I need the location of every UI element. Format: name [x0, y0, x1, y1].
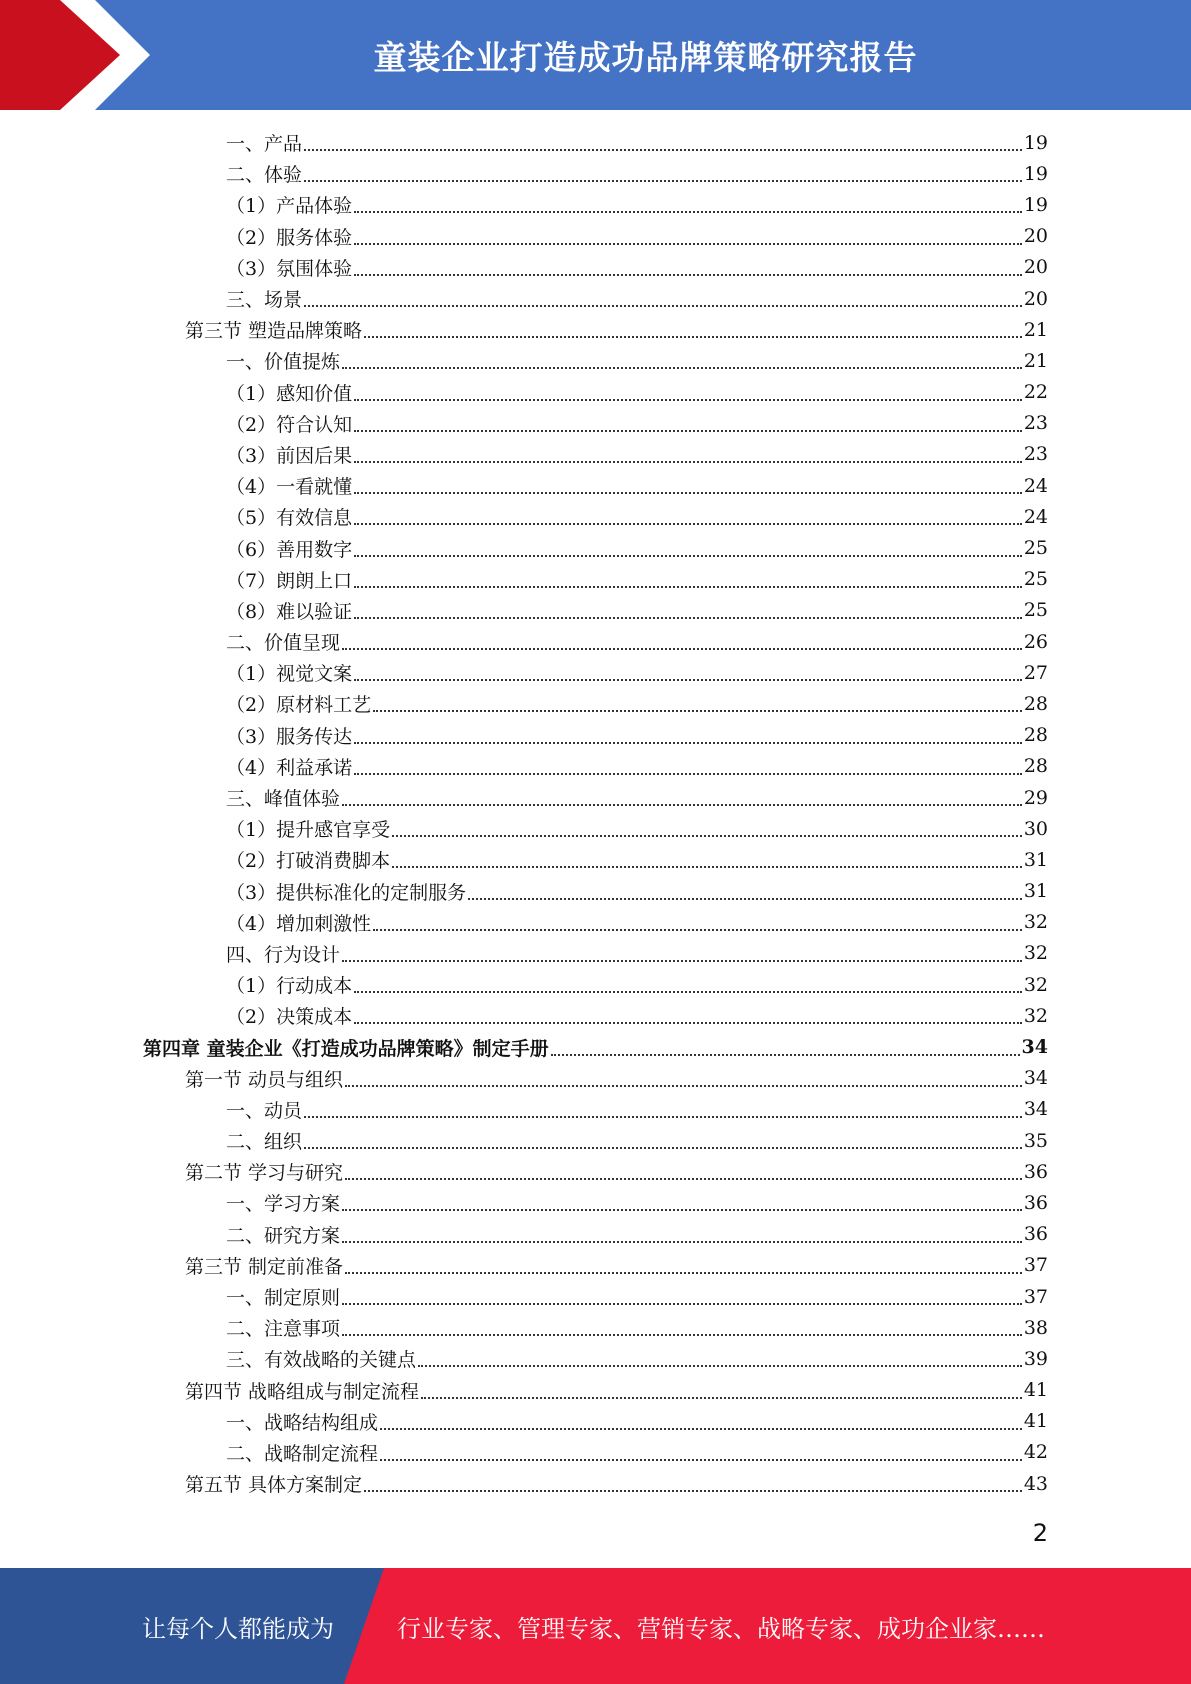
toc-entry-page: 37 — [1023, 1254, 1048, 1277]
toc-entry-page: 23 — [1023, 412, 1048, 435]
toc-entry-page: 26 — [1023, 630, 1048, 653]
toc-entry[interactable] — [0, 1468, 1191, 1499]
toc-entry[interactable] — [0, 1375, 1191, 1406]
toc-entry-title: （3）前因后果 — [226, 444, 353, 467]
toc-entry-page: 32 — [1023, 942, 1048, 965]
toc-entry[interactable] — [0, 1219, 1191, 1250]
toc-dot-leader — [354, 741, 1022, 744]
toc-entry-page: 21 — [1023, 349, 1048, 372]
toc-entry[interactable] — [0, 938, 1191, 969]
toc-entry-title: 第三节 塑造品牌策略 — [185, 320, 363, 343]
toc-entry[interactable] — [0, 1187, 1191, 1218]
toc-entry-title: 一、战略结构组成 — [226, 1411, 379, 1434]
toc-entry[interactable] — [0, 595, 1191, 626]
toc-entry-page: 20 — [1023, 256, 1048, 279]
toc-dot-leader — [354, 522, 1022, 525]
page-footer — [0, 1568, 1191, 1684]
toc-dot-leader — [354, 772, 1022, 775]
toc-dot-leader — [342, 1240, 1022, 1243]
toc-dot-leader — [354, 554, 1022, 557]
toc-entry[interactable] — [0, 345, 1191, 376]
toc-entry[interactable] — [0, 1000, 1191, 1031]
toc-entry-title: （2）打破消费脚本 — [226, 850, 391, 873]
toc-dot-leader — [342, 366, 1022, 369]
toc-entry-page: 20 — [1023, 225, 1048, 248]
toc-entry-title: （1）提升感官享受 — [226, 819, 391, 842]
toc-entry-title: 第一节 动员与组织 — [185, 1068, 344, 1091]
table-of-contents — [0, 127, 1191, 1499]
toc-entry-page: 28 — [1023, 724, 1048, 747]
toc-entry-page: 21 — [1023, 318, 1048, 341]
toc-entry-page: 29 — [1023, 786, 1048, 809]
toc-entry-title: （5）有效信息 — [226, 507, 353, 530]
toc-entry-title: 一、动员 — [226, 1099, 303, 1122]
toc-entry-title: （3）服务传达 — [226, 725, 353, 748]
toc-entry[interactable] — [0, 127, 1191, 158]
toc-entry-page: 31 — [1023, 880, 1048, 903]
toc-dot-leader — [354, 429, 1022, 432]
toc-entry[interactable] — [0, 532, 1191, 563]
toc-dot-leader — [364, 335, 1022, 338]
toc-entry-page: 28 — [1023, 755, 1048, 778]
toc-entry-title: （4）利益承诺 — [226, 756, 353, 779]
toc-dot-leader — [304, 148, 1022, 151]
toc-entry[interactable] — [0, 501, 1191, 532]
toc-entry-page: 24 — [1023, 505, 1048, 528]
toc-entry[interactable] — [0, 564, 1191, 595]
toc-entry[interactable] — [0, 189, 1191, 220]
toc-entry-title: 一、价值提炼 — [226, 351, 341, 374]
toc-dot-leader — [354, 491, 1022, 494]
toc-dot-leader — [380, 1458, 1022, 1461]
toc-entry-title: 一、学习方案 — [226, 1193, 341, 1216]
toc-entry-title: 一、制定原则 — [226, 1287, 341, 1310]
toc-entry[interactable] — [0, 1281, 1191, 1312]
toc-entry-title: 三、场景 — [226, 289, 303, 312]
toc-entry[interactable] — [0, 1312, 1191, 1343]
toc-dot-leader — [342, 647, 1022, 650]
toc-entry-title: 第四节 战略组成与制定流程 — [185, 1380, 420, 1403]
toc-entry-page: 41 — [1023, 1379, 1048, 1402]
toc-entry-page: 34 — [1023, 1098, 1048, 1121]
page-number: 2 — [1032, 1519, 1048, 1547]
toc-dot-leader — [342, 803, 1022, 806]
toc-entry-title: （6）善用数字 — [226, 538, 353, 561]
toc-dot-leader — [354, 273, 1022, 276]
toc-entry-page: 36 — [1023, 1223, 1048, 1246]
toc-entry[interactable] — [0, 283, 1191, 314]
toc-entry-page: 27 — [1023, 661, 1048, 684]
toc-dot-leader — [354, 398, 1022, 401]
toc-dot-leader — [421, 1396, 1022, 1399]
toc-entry-page: 32 — [1023, 1004, 1048, 1027]
toc-entry-page: 19 — [1023, 162, 1048, 185]
toc-entry-page: 30 — [1023, 817, 1048, 840]
toc-entry-title: （1）产品体验 — [226, 195, 353, 218]
toc-entry-title: （2）服务体验 — [226, 226, 353, 249]
toc-entry[interactable] — [0, 876, 1191, 907]
header-arrow-decoration — [0, 0, 150, 110]
toc-dot-leader — [304, 1146, 1022, 1149]
toc-entry[interactable] — [0, 408, 1191, 439]
toc-dot-leader — [354, 616, 1022, 619]
toc-entry[interactable] — [0, 688, 1191, 719]
toc-dot-leader — [304, 1115, 1022, 1118]
toc-entry-page: 24 — [1023, 474, 1048, 497]
toc-entry-page: 36 — [1023, 1191, 1048, 1214]
toc-entry-page: 38 — [1023, 1316, 1048, 1339]
toc-entry-title: 二、注意事项 — [226, 1318, 341, 1341]
toc-entry-title: 三、峰值体验 — [226, 788, 341, 811]
toc-entry[interactable] — [0, 1437, 1191, 1468]
toc-entry[interactable] — [0, 907, 1191, 938]
toc-entry-page: 28 — [1023, 692, 1048, 715]
toc-entry-page: 32 — [1023, 911, 1048, 934]
toc-entry-page: 39 — [1023, 1347, 1048, 1370]
toc-entry-page: 31 — [1023, 848, 1048, 871]
toc-dot-leader — [354, 678, 1022, 681]
toc-dot-leader — [354, 460, 1022, 463]
toc-dot-leader — [354, 1021, 1022, 1024]
toc-dot-leader — [342, 1333, 1022, 1336]
toc-dot-leader — [304, 179, 1022, 182]
toc-entry[interactable] — [0, 751, 1191, 782]
page-header — [0, 0, 1191, 110]
toc-entry[interactable] — [0, 969, 1191, 1000]
toc-entry-title: （7）朗朗上口 — [226, 569, 353, 592]
toc-entry[interactable] — [0, 1125, 1191, 1156]
toc-entry-title: （2）决策成本 — [226, 1006, 353, 1029]
toc-entry-page: 41 — [1023, 1410, 1048, 1433]
toc-entry-page: 43 — [1023, 1472, 1048, 1495]
toc-entry-title: （1）感知价值 — [226, 382, 353, 405]
toc-entry-page: 32 — [1023, 973, 1048, 996]
toc-dot-leader — [345, 1177, 1022, 1180]
toc-entry-title: 二、体验 — [226, 164, 303, 187]
toc-entry-page: 37 — [1023, 1285, 1048, 1308]
toc-entry-page: 25 — [1023, 537, 1048, 560]
toc-entry[interactable] — [0, 1156, 1191, 1187]
toc-entry-page: 25 — [1023, 568, 1048, 591]
toc-entry-page: 34 — [1023, 1067, 1048, 1090]
toc-entry[interactable] — [0, 1094, 1191, 1125]
toc-entry-page: 34 — [1021, 1036, 1048, 1059]
toc-dot-leader — [342, 959, 1022, 962]
document-title: 童装企业打造成功品牌策略研究报告 — [373, 37, 918, 77]
toc-dot-leader — [392, 834, 1022, 837]
toc-entry-title: 第四章 童装企业《打造成功品牌策略》制定手册 — [143, 1037, 549, 1060]
toc-entry[interactable] — [0, 252, 1191, 283]
toc-entry-title: 第二节 学习与研究 — [185, 1162, 344, 1185]
toc-dot-leader — [304, 304, 1022, 307]
toc-dot-leader — [342, 1302, 1022, 1305]
toc-dot-leader — [342, 1208, 1022, 1211]
toc-dot-leader — [373, 709, 1022, 712]
toc-entry[interactable] — [0, 470, 1191, 501]
toc-entry-page: 19 — [1023, 131, 1048, 154]
toc-entry-title: 二、研究方案 — [226, 1224, 341, 1247]
toc-dot-leader — [345, 1084, 1022, 1087]
toc-dot-leader — [354, 210, 1022, 213]
footer-slogan-left: 让每个人都能成为 — [142, 1614, 334, 1643]
toc-entry[interactable] — [0, 844, 1191, 875]
toc-entry-page: 20 — [1023, 287, 1048, 310]
toc-dot-leader — [364, 1489, 1022, 1492]
toc-entry[interactable] — [0, 158, 1191, 189]
toc-entry[interactable] — [0, 1406, 1191, 1437]
toc-entry-page: 25 — [1023, 599, 1048, 622]
toc-entry-page: 19 — [1023, 193, 1048, 216]
toc-entry-page: 35 — [1023, 1129, 1048, 1152]
toc-entry-title: 二、价值呈现 — [226, 632, 341, 655]
toc-entry[interactable] — [0, 782, 1191, 813]
toc-entry[interactable] — [0, 657, 1191, 688]
toc-entry-title: （4）一看就懂 — [226, 476, 353, 499]
toc-dot-leader — [468, 897, 1022, 900]
toc-entry-page: 36 — [1023, 1160, 1048, 1183]
toc-entry-title: 一、产品 — [226, 133, 303, 156]
toc-entry-title: 三、有效战略的关键点 — [226, 1349, 417, 1372]
toc-entry[interactable] — [0, 720, 1191, 751]
toc-entry-title: 二、战略制定流程 — [226, 1442, 379, 1465]
toc-dot-leader — [345, 1271, 1022, 1274]
toc-entry-title: （8）难以验证 — [226, 600, 353, 623]
toc-dot-leader — [373, 928, 1022, 931]
toc-entry[interactable] — [0, 1031, 1191, 1062]
toc-entry-title: 第三节 制定前准备 — [185, 1255, 344, 1278]
toc-entry-page: 42 — [1023, 1441, 1048, 1464]
toc-entry-title: （4）增加刺激性 — [226, 912, 372, 935]
toc-entry-title: （3）氛围体验 — [226, 257, 353, 280]
toc-entry-page: 23 — [1023, 443, 1048, 466]
toc-entry-title: （3）提供标准化的定制服务 — [226, 881, 467, 904]
toc-entry-title: 第五节 具体方案制定 — [185, 1474, 363, 1497]
toc-dot-leader — [354, 585, 1022, 588]
toc-dot-leader — [418, 1364, 1022, 1367]
toc-dot-leader — [551, 1053, 1020, 1056]
toc-entry[interactable] — [0, 1343, 1191, 1374]
toc-entry[interactable] — [0, 221, 1191, 252]
toc-entry[interactable] — [0, 626, 1191, 657]
toc-dot-leader — [380, 1427, 1022, 1430]
toc-entry[interactable] — [0, 813, 1191, 844]
toc-entry-title: （2）原材料工艺 — [226, 694, 372, 717]
footer-slogan-right: 行业专家、管理专家、营销专家、战略专家、成功企业家…… — [397, 1614, 1045, 1643]
toc-entry[interactable] — [0, 439, 1191, 470]
toc-entry-page: 22 — [1023, 381, 1048, 404]
toc-dot-leader — [392, 865, 1022, 868]
toc-dot-leader — [354, 990, 1022, 993]
toc-entry-title: 二、组织 — [226, 1131, 303, 1154]
toc-dot-leader — [354, 242, 1022, 245]
toc-entry[interactable] — [0, 377, 1191, 408]
toc-entry-title: （2）符合认知 — [226, 413, 353, 436]
toc-entry-title: （1）视觉文案 — [226, 663, 353, 686]
toc-entry[interactable] — [0, 1250, 1191, 1281]
toc-entry[interactable] — [0, 314, 1191, 345]
toc-entry-title: 四、行为设计 — [226, 943, 341, 966]
toc-entry[interactable] — [0, 1063, 1191, 1094]
toc-entry-title: （1）行动成本 — [226, 975, 353, 998]
